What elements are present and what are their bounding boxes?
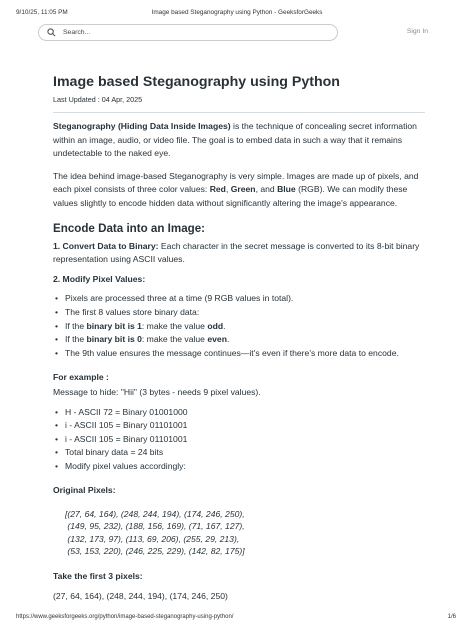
list-item: • If the binary bit is 0: make the value even. <box>65 333 425 347</box>
list-item: • Pixels are processed three at a time (9 RGB values in total). <box>65 292 425 306</box>
pixel-values-block <box>53 508 425 558</box>
list-item: • Modify pixel values accordingly: <box>65 460 425 474</box>
print-footer <box>0 614 474 624</box>
list-item: • i - ASCII 105 = Binary 01101001 <box>65 433 425 447</box>
title-divider <box>53 112 425 113</box>
pixel-line: (53, 153, 220), (246, 225, 229), (142, 82, 175)] <box>65 546 245 557</box>
section-heading: Encode Data into an Image: <box>53 221 206 235</box>
list-item: • The first 8 values store binary data: <box>65 306 425 320</box>
pixel-line: (132, 173, 97), (113, 69, 206), (255, 29, 213), <box>65 533 240 544</box>
example-list <box>53 406 425 474</box>
list-item: • i - ASCII 105 = Binary 01101001 <box>65 419 425 433</box>
step-2-list <box>53 292 425 360</box>
sign-in-link[interactable]: Sign In <box>406 28 428 35</box>
print-page-title: Image based Steganography using Python - GeeksforGeeks <box>151 9 323 16</box>
article-content <box>53 72 425 604</box>
page-number: 1/6 <box>447 614 456 620</box>
page-url: https://www.geeksforgeeks.org/python/image-based-steganography-using-python/ <box>16 614 234 620</box>
intro-paragraph: Steganography (Hiding Data Inside Images) is the technique of concealing secret information within an image, audio, or video file. The goal is to embed data in such a way that it remains undetectable to the naked eye. <box>53 121 417 159</box>
print-header <box>0 9 474 19</box>
step-1: 1. Convert Data to Binary: Each character in the secret message is converted to its 8-bit binary representation using ASCII values. <box>53 240 420 265</box>
first-three-pixels: (27, 64, 164), (248, 244, 194), (174, 246, 250) <box>53 591 228 602</box>
step-2-heading: 2. Modify Pixel Values: <box>53 273 146 284</box>
example-text: Message to hide: "Hii" (3 bytes - needs 9 pixel values). <box>53 386 261 397</box>
list-item: • The 9th value ensures the message continues—it's even if there's more data to encode. <box>65 347 425 361</box>
idea-paragraph: The idea behind image-based Steganography is very simple. Images are made up of pixels, and each pixel consists of three color values: Red, Green, and Blue (RGB). We can modify these values slightly to encode hidden data without significantly altering the image's appearance. <box>53 170 419 208</box>
search-placeholder: Search... <box>63 29 91 36</box>
list-item: • H - ASCII 72 = Binary 01001000 <box>65 406 425 420</box>
search-icon <box>47 28 56 37</box>
list-item: • If the binary bit is 1: make the value odd. <box>65 320 425 334</box>
last-updated: Last Updated : 04 Apr, 2025 <box>53 95 143 104</box>
print-date: 9/10/25, 11:05 PM <box>16 9 68 16</box>
original-pixels-heading: Original Pixels: <box>53 485 116 496</box>
pixel-line: [(27, 64, 164), (248, 244, 194), (174, 246, 250), <box>65 509 245 520</box>
take-first-heading: Take the first 3 pixels: <box>53 570 143 581</box>
search-box[interactable] <box>38 24 338 41</box>
list-item: • Total binary data = 24 bits <box>65 446 425 460</box>
pixel-line: (149, 95, 232), (188, 156, 169), (71, 167, 127), <box>65 521 245 532</box>
example-heading: For example : <box>53 372 109 383</box>
article-title: Image based Steganography using Python <box>53 74 340 90</box>
top-bar <box>38 23 438 43</box>
